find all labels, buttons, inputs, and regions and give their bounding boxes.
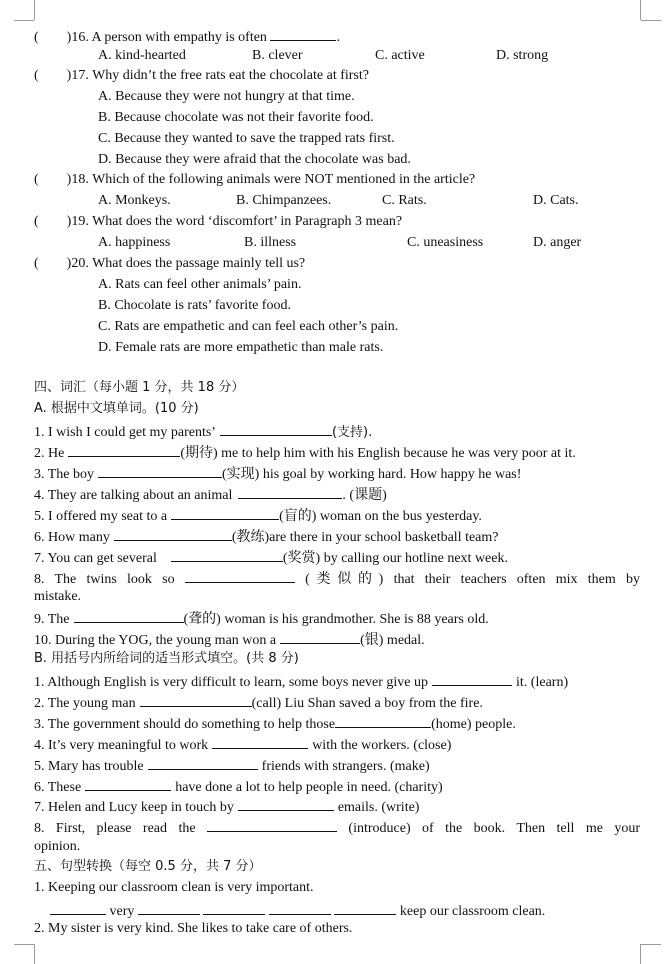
vocab-a-2: 2. He (期待) me to help him with his English because he was very poor at it. [34, 442, 576, 460]
option-d: D. Cats. [533, 193, 579, 208]
answer-blank[interactable] [140, 692, 252, 707]
answer-blank[interactable] [238, 484, 342, 499]
part-b-title: B. 用括号内所给词的适当形式填空。(共 8 分) [34, 651, 299, 666]
answer-blank[interactable] [270, 26, 336, 41]
option-b: B. Because chocolate was not their favorite food. [98, 110, 374, 125]
option-c: C. Because they wanted to save the trapped rats first. [98, 131, 395, 146]
answer-blank[interactable] [220, 421, 332, 436]
answer-blank[interactable] [171, 505, 279, 520]
option-c: C. Rats. [382, 193, 427, 208]
option-c: C. Rats are empathetic and can feel each other’s pain. [98, 319, 399, 334]
option-d: D. Because they were afraid that the chocolate was bad. [98, 152, 411, 167]
option-c: C. active [375, 48, 425, 63]
vocab-b-7: 7. Helen and Lucy keep in touch by emails. (write) [34, 796, 419, 814]
vocab-b-6: 6. These have done a lot to help people in need. (charity) [34, 776, 443, 794]
section-5-title: 五、句型转换（每空 0.5 分，共 7 分） [34, 859, 262, 874]
corner-mark-top-right-horizontal [641, 20, 661, 21]
transform-1-answer: very keep our classroom clean. [50, 900, 545, 918]
option-d: D. strong [496, 48, 549, 63]
vocab-a-5: 5. I offered my seat to a (盲的) woman on the bus yesterday. [34, 505, 482, 523]
answer-blank[interactable] [212, 734, 308, 749]
answer-blank[interactable] [238, 796, 334, 811]
vocab-a-9: 9. The (聋的) woman is his grandmother. She is 88 years old. [34, 608, 489, 626]
answer-blank[interactable] [280, 629, 360, 644]
question-20: ( )20. What does the passage mainly tell us? [34, 256, 306, 271]
vocab-a-10: 10. During the YOG, the young man won a (银) medal. [34, 629, 425, 647]
vocab-b-2: 2. The young man (call) Liu Shan saved a boy from the fire. [34, 692, 483, 710]
answer-blank[interactable] [269, 900, 331, 915]
option-a: A. happiness [98, 235, 171, 250]
question-text: )18. Which of the following animals were NOT mentioned in the article? [66, 172, 476, 187]
answer-blank[interactable] [203, 900, 265, 915]
answer-blank[interactable] [138, 900, 200, 915]
vocab-a-6: 6. How many (教练)are there in your school basketball team? [34, 526, 499, 544]
transform-2: 2. My sister is very kind. She likes to take care of others. [34, 921, 353, 936]
answer-blank[interactable] [335, 713, 431, 728]
corner-mark-bottom-left-horizontal [14, 944, 34, 945]
answer-blank[interactable] [114, 526, 232, 541]
option-b: B. clever [252, 48, 303, 63]
vocab-b-8-cont: opinion. [34, 839, 81, 854]
vocab-a-7: 7. You can get several (奖赏) by calling our hotline next week. [34, 547, 508, 565]
answer-blank[interactable] [185, 568, 295, 583]
corner-mark-bottom-right-horizontal [641, 944, 661, 945]
vocab-a-8: 8. The twins look so (类似的) that their teachers often mix them by [34, 568, 640, 586]
option-a: A. kind-hearted [98, 48, 186, 63]
option-a: A. Monkeys. [98, 193, 171, 208]
section-4-title: 四、词汇（每小题 1 分，共 18 分） [34, 380, 245, 395]
answer-blank[interactable] [50, 900, 106, 915]
question-17: ( )17. Why didn’t the free rats eat the chocolate at first? [34, 68, 369, 83]
vocab-b-3: 3. The government should do something to help those (home) people. [34, 713, 516, 731]
answer-blank[interactable] [74, 608, 184, 623]
question-text: )20. What does the passage mainly tell us? [66, 256, 306, 271]
option-b: B. Chimpanzees. [236, 193, 332, 208]
option-b: B. Chocolate is rats’ favorite food. [98, 298, 291, 313]
vocab-a-8-cont: mistake. [34, 589, 82, 604]
option-b: B. illness [244, 235, 297, 250]
question-18: ( )18. Which of the following animals were NOT mentioned in the article? [34, 172, 476, 187]
vocab-a-4: 4. They are talking about an animal . (课题) [34, 484, 387, 502]
corner-mark-bottom-right-vertical [640, 944, 641, 964]
answer-blank[interactable] [148, 755, 258, 770]
transform-1: 1. Keeping our classroom clean is very important. [34, 880, 314, 895]
corner-mark-top-left-vertical [34, 0, 35, 20]
option-d: D. Female rats are more empathetic than male rats. [98, 340, 384, 355]
corner-mark-top-right-vertical [640, 0, 641, 20]
vocab-b-8: 8. First, please read the (introduce) of the book. Then tell me your [34, 817, 640, 835]
option-a: A. Rats can feel other animals’ pain. [98, 277, 302, 292]
answer-blank[interactable] [85, 776, 171, 791]
option-d: D. anger [533, 235, 582, 250]
answer-blank[interactable] [171, 547, 283, 562]
vocab-b-4: 4. It’s very meaningful to work with the workers. (close) [34, 734, 451, 752]
question-19: ( )19. What does the word ‘discomfort’ in Paragraph 3 mean? [34, 214, 403, 229]
question-text: )19. What does the word ‘discomfort’ in Paragraph 3 mean? [66, 214, 403, 229]
vocab-b-5: 5. Mary has trouble friends with strangers. (make) [34, 755, 430, 773]
vocab-a-1: 1. I wish I could get my parents’ (支持). [34, 421, 372, 439]
vocab-a-3: 3. The boy (实现) his goal by working hard. How happy he was! [34, 463, 521, 481]
part-a-title: A. 根据中文填单词。(10 分) [34, 401, 199, 416]
answer-blank[interactable] [98, 463, 222, 478]
answer-blank[interactable] [334, 900, 396, 915]
corner-mark-bottom-left-vertical [34, 944, 35, 964]
vocab-b-1: 1. Although English is very difficult to learn, some boys never give up it. (learn) [34, 671, 568, 689]
answer-blank[interactable] [68, 442, 180, 457]
question-16: ( )16. A person with empathy is often . [34, 26, 340, 44]
question-text: )17. Why didn’t the free rats eat the chocolate at first? [66, 68, 369, 83]
answer-blank[interactable] [207, 817, 337, 832]
option-c: C. uneasiness [407, 235, 484, 250]
answer-paren: ( [34, 30, 39, 45]
corner-mark-top-left-horizontal [14, 20, 34, 21]
option-a: A. Because they were not hungry at that time. [98, 89, 355, 104]
answer-blank[interactable] [432, 671, 512, 686]
question-text: )16. A person with empathy is often [66, 30, 267, 45]
